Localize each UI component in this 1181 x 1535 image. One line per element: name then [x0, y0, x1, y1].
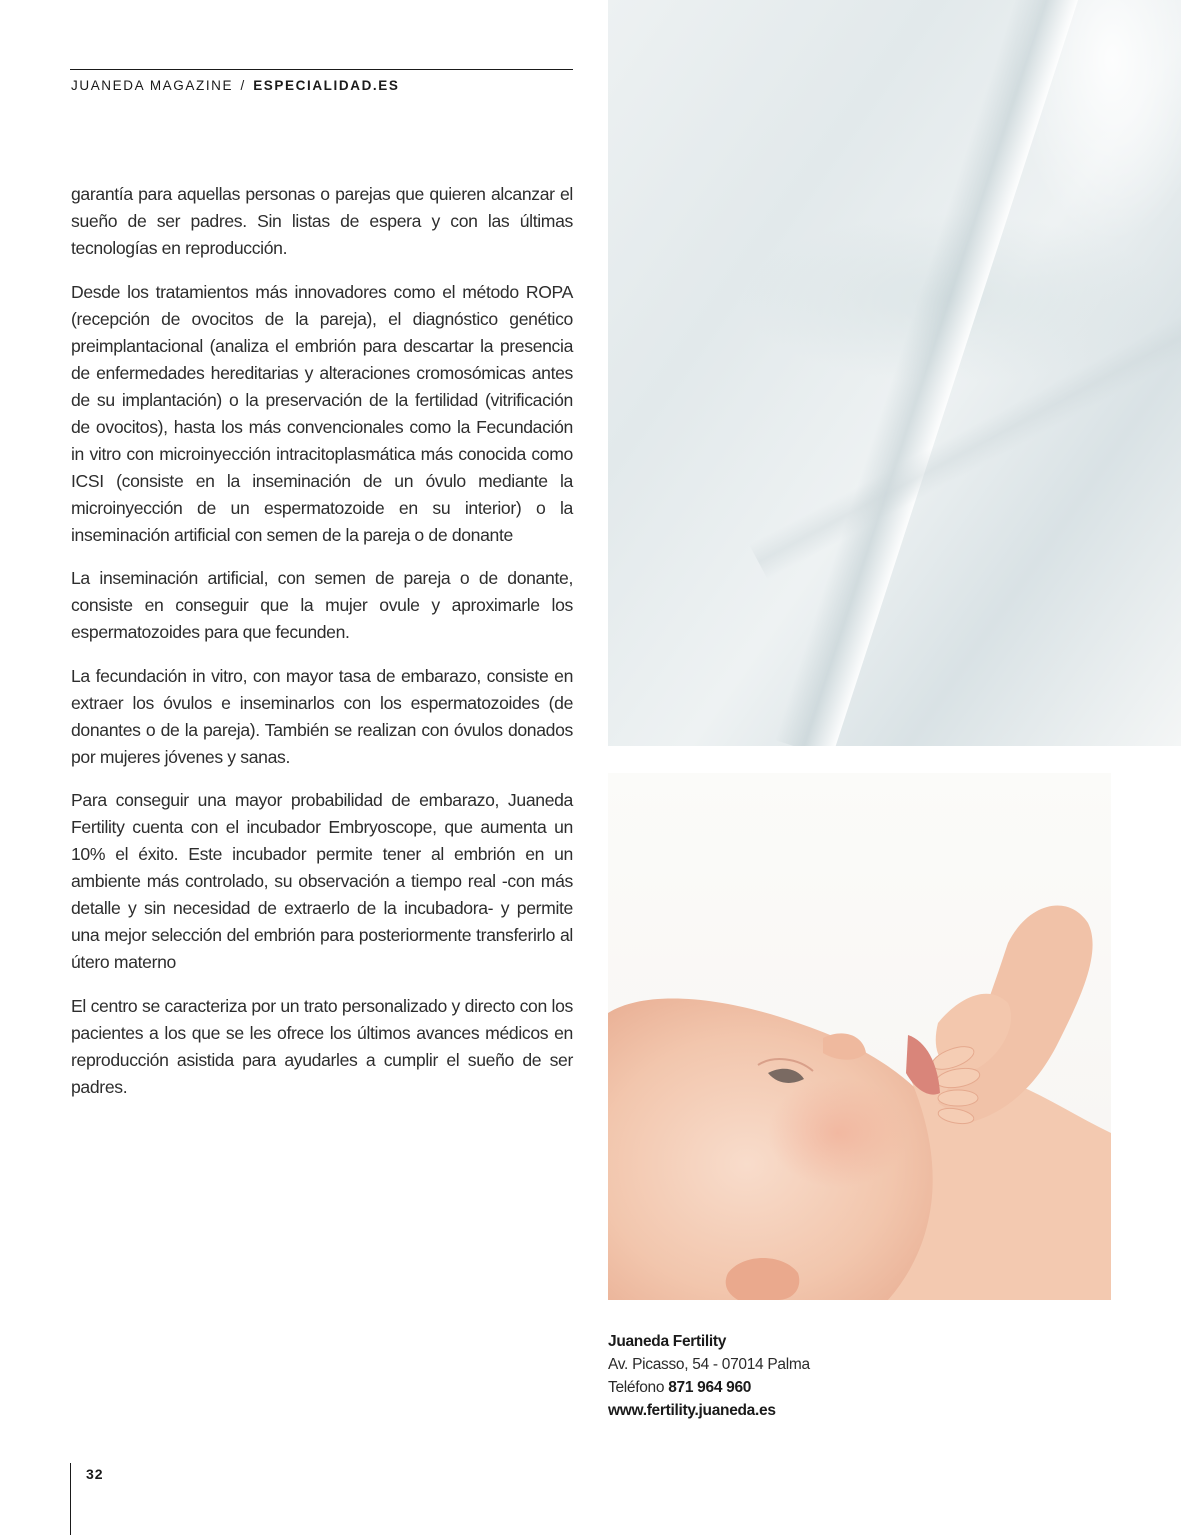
clinic-name: Juaneda Fertility — [608, 1333, 727, 1350]
baby-photo — [608, 773, 1111, 1300]
section-name: ESPECIALIDAD.ES — [253, 78, 400, 93]
running-header — [71, 78, 399, 93]
contact-block — [608, 1330, 1008, 1422]
paragraph: La inseminación artificial, con semen de pareja o de donante, consiste en conseguir que la mujer ovule y aproximarle los espermatozoides para que fecunden. — [71, 568, 573, 642]
fabric-fold — [775, 0, 1085, 746]
clinic-phone-line — [608, 1376, 1008, 1399]
clinic-website-link[interactable]: www.fertility.juaneda.es — [608, 1402, 776, 1419]
clinic-address: Av. Picasso, 54 - 07014 Palma — [608, 1356, 810, 1373]
page-number: 32 — [86, 1466, 104, 1482]
paragraph: Desde los tratamientos más innovadores como el método ROPA (recepción de ovocitos de la pareja), el diagnóstico genético preimplantacional (analiza el embrión para descartar la presencia de enfermedades hereditarias y alteraciones cromosómicas antes de su implantación) o la preservación de la fertilidad (vitrificación de ovocitos), hasta los más convencionales como la Fecundación in vitro con microinyección intracitoplasmática más conocida como ICSI (consiste en la inseminación de un óvulo mediante la microinyección de un espermatozoide en su interior) o la inseminación artificial con semen de la pareja o de donante — [71, 281, 573, 545]
paragraph: Para conseguir una mayor probabilidad de embarazo, Juaneda Fertility cuenta con el incubador Embryoscope, que aumenta un 10% el éxito. Este incubador permite tener al embrión en un ambiente más controlado, su observación a tiempo real -con más detalle y sin necesidad de extraerlo de la incubadora- y permite una mejor selección del embrión para posteriormente transferirlo al útero materno — [71, 790, 573, 972]
baby-illustration — [608, 773, 1111, 1300]
article-body — [71, 181, 573, 1117]
paragraph: garantía para aquellas personas o parejas que quieren alcanzar el sueño de ser padres. Sin listas de espera y con las últimas tecnologías en reproducción. — [71, 184, 573, 258]
phone-label: Teléfono — [608, 1379, 665, 1396]
baby-nose — [823, 1033, 866, 1059]
publication-name: JUANEDA MAGAZINE — [71, 78, 234, 93]
baby-finger — [938, 1090, 978, 1106]
header-separator: / — [240, 78, 246, 93]
paragraph: La fecundación in vitro, con mayor tasa de embarazo, consiste en extraer los óvulos e inseminarlos con los espermatozoides (de donantes o de la pareja). También se realizan con óvulos donados por mujeres jóvenes y sanas. — [71, 665, 573, 767]
page-number-rule — [70, 1463, 71, 1535]
paragraph: El centro se caracteriza por un trato personalizado y directo con los pacientes a los que se les ofrece los últimos avances médicos en reproducción asistida para ayudarles a cumplir el sueño de ser padres. — [71, 995, 573, 1097]
header-rule — [70, 69, 573, 70]
fabric-photo — [608, 0, 1181, 746]
phone-number: 871 964 960 — [668, 1379, 752, 1396]
